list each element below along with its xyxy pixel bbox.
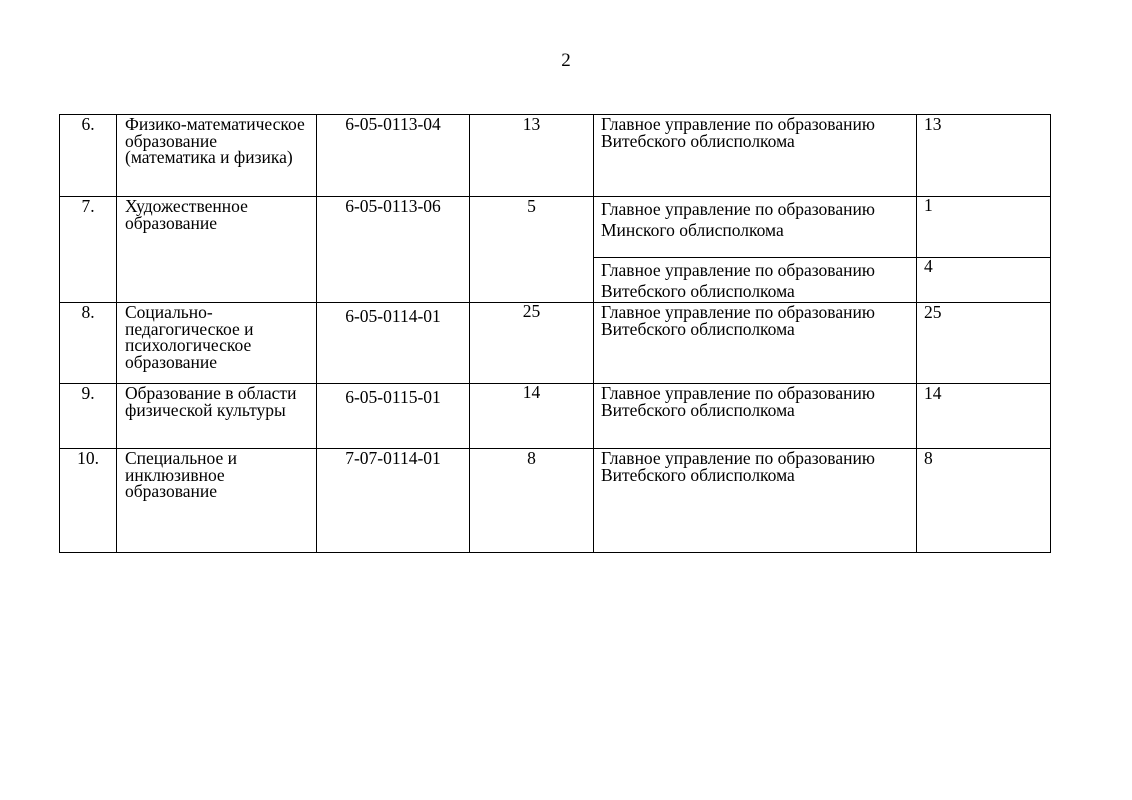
specialty-name: Художественное образование [117, 197, 317, 303]
table-row [60, 197, 1051, 258]
table-row [60, 115, 1051, 197]
authority-name: Главное управление по образованию Витебского облисполкома [594, 303, 917, 384]
allocation-count: 13 [917, 115, 1051, 197]
specialty-name: Социально-педагогическое и психологическое образование [117, 303, 317, 384]
table-row [60, 384, 1051, 449]
row-number: 7. [60, 197, 117, 303]
total-count: 13 [470, 115, 594, 197]
specialty-code: 6-05-0115-01 [317, 384, 470, 449]
specialty-code: 6-05-0113-06 [317, 197, 470, 303]
allocation-count: 4 [917, 258, 1051, 303]
allocation-count: 1 [917, 197, 1051, 258]
row-number: 9. [60, 384, 117, 449]
specialty-name: Физико-математическое образование (математика и физика) [117, 115, 317, 197]
total-count: 25 [470, 303, 594, 384]
row-number: 6. [60, 115, 117, 197]
total-count: 5 [470, 197, 594, 303]
specialty-code: 7-07-0114-01 [317, 449, 470, 553]
page-number: 2 [561, 50, 571, 71]
authority-name: Главное управление по образованию Витебского облисполкома [594, 384, 917, 449]
allocation-count: 25 [917, 303, 1051, 384]
specialty-code: 6-05-0113-04 [317, 115, 470, 197]
total-count: 14 [470, 384, 594, 449]
specialty-code: 6-05-0114-01 [317, 303, 470, 384]
authority-name: Главное управление по образованию Витебского облисполкома [594, 258, 917, 303]
row-number: 10. [60, 449, 117, 553]
specialty-name: Образование в области физической культуры [117, 384, 317, 449]
authority-name: Главное управление по образованию Витебского облисполкома [594, 115, 917, 197]
row-number: 8. [60, 303, 117, 384]
table-row [60, 449, 1051, 553]
specialty-name: Специальное и инклюзивное образование [117, 449, 317, 553]
allocation-count: 8 [917, 449, 1051, 553]
authority-name: Главное управление по образованию Витебского облисполкома [594, 449, 917, 553]
allocation-table [59, 114, 1051, 553]
authority-name: Главное управление по образованию Минского облисполкома [594, 197, 917, 258]
total-count: 8 [470, 449, 594, 553]
allocation-count: 14 [917, 384, 1051, 449]
table-row [60, 303, 1051, 384]
